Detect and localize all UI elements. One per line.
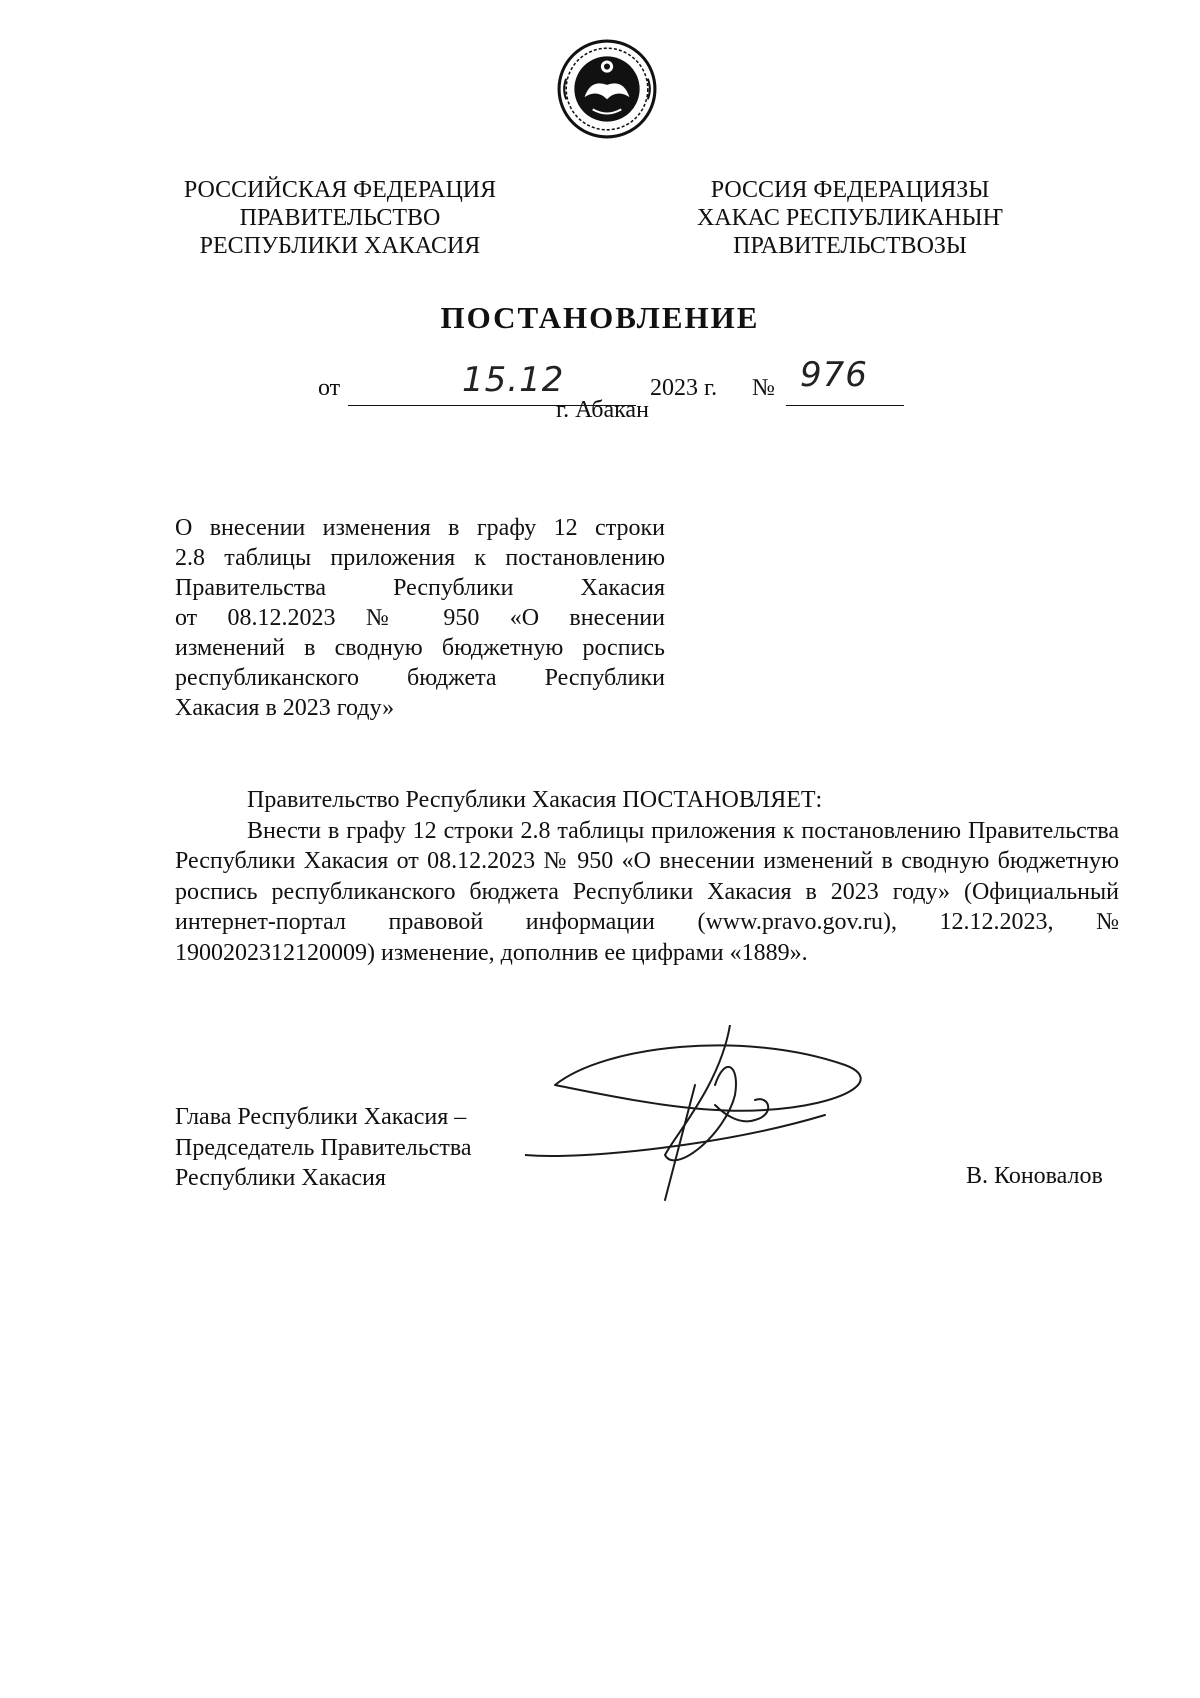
header-left (160, 176, 520, 260)
header-left-line: РЕСПУБЛИКИ ХАКАСИЯ (199, 233, 481, 259)
coat-of-arms-emblem-icon (556, 38, 658, 140)
header-right-line: ХАКАС РЕСПУБЛИКАНЫҤ (697, 205, 1003, 231)
decree-line: Правительство Республики Хакасия ПОСТАНОВЛЯЕТ: (247, 787, 823, 813)
number-label: № (752, 375, 775, 401)
handwritten-signature (525, 1025, 885, 1210)
signatory-name: В. Коновалов (966, 1163, 1103, 1189)
subject-line: от 08.12.2023 № 950 «О внесении (175, 605, 665, 631)
decree-paragraph: Внести в графу 12 строки 2.8 таблицы приложения к постановлению Правительства Республики Хакасия от 08.12.2023 № 950 «О внесении изменений в сводную бюджетную роспись республиканского бюджета Республики Хакасия в 2023 году» (Официальный интернет-портал правовой информации (www.pravo.gov.ru), 12.12.2023, № 1900202312120009) изменение, дополнив ее цифрами «1889». (175, 817, 1119, 966)
signatory-title-line: Глава Республики Хакасия – (175, 1104, 467, 1130)
subject-line: республиканского бюджета Республики (175, 665, 665, 691)
subject-line: 2.8 таблицы приложения к постановлению (175, 545, 665, 571)
number-underline (786, 405, 904, 406)
header-right-line: РОССИЯ ФЕДЕРАЦИЯЗЫ (710, 177, 990, 203)
subject-line: О внесении изменения в графу 12 строки (175, 515, 665, 541)
subject-line: изменений в сводную бюджетную роспись (175, 635, 665, 661)
header-right-line: ПРАВИТЕЛЬСТВОЗЫ (733, 233, 967, 259)
header-left-line: РОССИЙСКАЯ ФЕДЕРАЦИЯ (183, 177, 497, 203)
signatory-title-line: Республики Хакасия (175, 1165, 386, 1191)
signatory-title (175, 1102, 472, 1194)
date-from-label: от (318, 375, 341, 401)
signatory-title-line: Председатель Правительства (175, 1134, 472, 1161)
document-subject (175, 513, 665, 723)
header-left-line: ПРАВИТЕЛЬСТВО (239, 205, 441, 231)
header-right (670, 176, 1030, 260)
subject-line: Хакасия в 2023 году» (175, 695, 395, 721)
city-label: г. Абакан (556, 397, 649, 423)
document-title: ПОСТАНОВЛЕНИЕ (440, 300, 760, 335)
year-label: 2023 г. (650, 375, 718, 401)
document-body (175, 785, 1119, 968)
handwritten-number: 976 (800, 355, 868, 395)
handwritten-date: 15.12 (462, 360, 565, 400)
subject-line: Правительства Республики Хакасия (175, 575, 665, 601)
